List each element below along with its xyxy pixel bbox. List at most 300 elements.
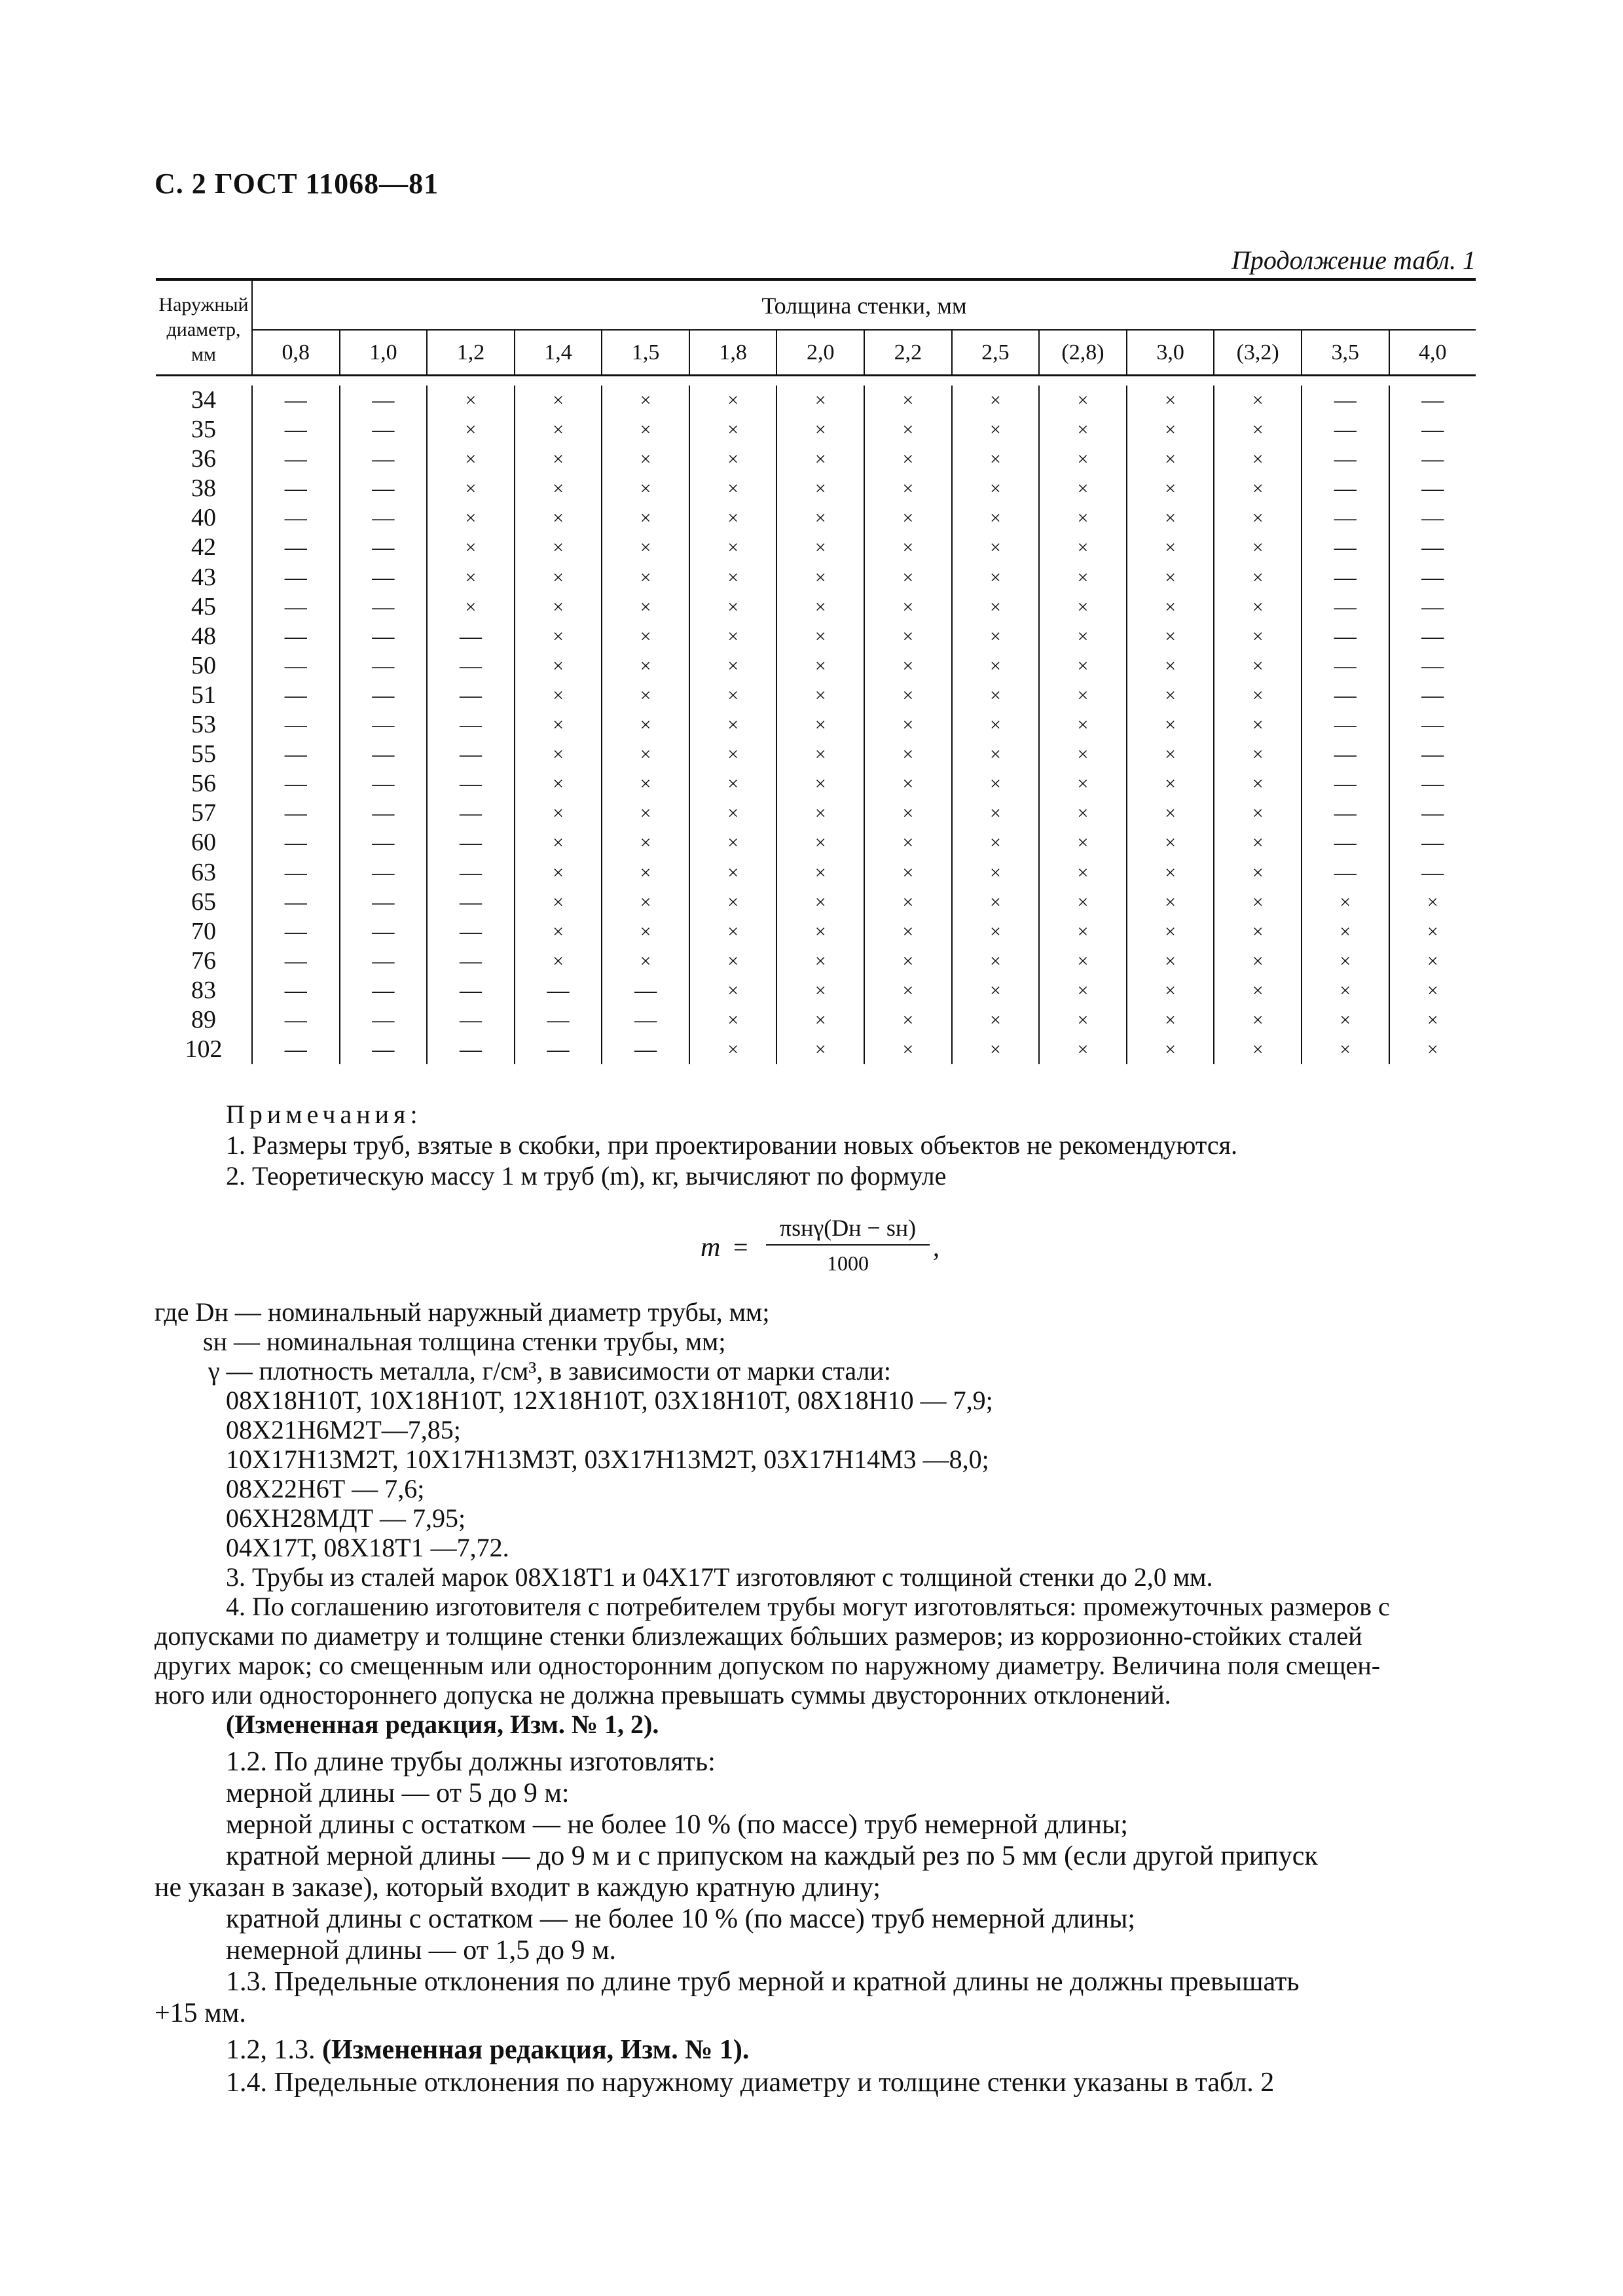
availability-cell: × — [690, 503, 778, 533]
table-row — [156, 386, 1476, 415]
row-cells — [253, 798, 1476, 828]
availability-cell: × — [690, 444, 778, 474]
availability-cell: × — [865, 740, 953, 769]
availability-cell: × — [1214, 503, 1302, 533]
revision-note: (Измененная редакция, Изм. № 1, 2). — [226, 1710, 659, 1739]
diameter-cell: 35 — [156, 415, 253, 444]
availability-cell: × — [953, 769, 1040, 798]
where-dn: где Dн — номинальный наружный диаметр трубы, мм; — [155, 1297, 770, 1327]
section-1-3-cont: +15 мм. — [155, 1998, 246, 2028]
availability-cell: — — [1421, 772, 1444, 797]
availability-cell: × — [515, 415, 603, 444]
availability-cell: × — [1302, 888, 1390, 917]
availability-cell: × — [1127, 976, 1215, 1005]
availability-cell: × — [777, 444, 865, 474]
diameter-cell: 83 — [156, 976, 253, 1005]
availability-cell: — — [253, 622, 340, 651]
availability-cell: — — [253, 651, 340, 681]
availability-cell: — — [1302, 474, 1390, 503]
availability-cell: — — [1302, 563, 1390, 592]
availability-cell: × — [777, 474, 865, 503]
availability-cell: × — [1214, 651, 1302, 681]
availability-cell: × — [865, 592, 953, 622]
availability-cell: × — [1040, 740, 1127, 769]
availability-cell: — — [1421, 860, 1444, 885]
availability-cell: × — [1214, 858, 1302, 888]
availability-cell: × — [1214, 888, 1302, 917]
availability-cell: × — [1127, 563, 1215, 592]
availability-cell: — — [253, 740, 340, 769]
steel-grade-line: 10Х17Н13М2Т, 10Х17Н13М3Т, 03Х17Н13М2Т, 03Х17Н14М3 —8,0; — [226, 1444, 989, 1474]
availability-cell: × — [690, 533, 778, 562]
availability-cell: — — [253, 415, 340, 444]
availability-cell: × — [777, 976, 865, 1005]
availability-cell: × — [515, 533, 603, 562]
thickness-title: Толщина стенки, мм — [253, 281, 1476, 331]
availability-cell: × — [1214, 740, 1302, 769]
availability-cell: × — [428, 444, 515, 474]
availability-cell: × — [515, 503, 603, 533]
availability-cell: × — [690, 651, 778, 681]
availability-cell: × — [953, 533, 1040, 562]
availability-cell: — — [428, 651, 515, 681]
availability-cell: × — [428, 533, 515, 562]
table-row — [156, 533, 1476, 562]
availability-cell: × — [515, 622, 603, 651]
availability-cell: — — [253, 503, 340, 533]
availability-cell: × — [1127, 681, 1215, 710]
diameter-cell: 89 — [156, 1005, 253, 1035]
availability-cell: — — [1421, 476, 1444, 501]
availability-cell: — — [340, 651, 428, 681]
availability-cell: × — [1302, 946, 1390, 976]
availability-cell: × — [602, 651, 690, 681]
table-row — [156, 622, 1476, 651]
availability-cell: × — [865, 651, 953, 681]
availability-cell: × — [1127, 858, 1215, 888]
availability-cell: — — [340, 622, 428, 651]
availability-cell: × — [865, 917, 953, 946]
diameter-header-line: Наружный — [158, 294, 249, 315]
formula-equals: = — [733, 1232, 748, 1262]
availability-cell: × — [515, 828, 603, 857]
availability-cell: × — [515, 563, 603, 592]
availability-cell: — — [340, 681, 428, 710]
row-cells — [253, 386, 1476, 415]
availability-cell: × — [690, 946, 778, 976]
availability-cell: — — [1302, 769, 1390, 798]
availability-cell: × — [690, 592, 778, 622]
availability-cell: — — [340, 888, 428, 917]
row-cells — [253, 474, 1476, 503]
availability-cell: × — [1040, 1035, 1127, 1064]
diameter-cell: 43 — [156, 563, 253, 592]
availability-cell: × — [428, 563, 515, 592]
availability-cell: × — [777, 503, 865, 533]
table-continuation-label: Продолжение табл. 1 — [1231, 245, 1476, 275]
availability-cell: × — [1302, 1005, 1390, 1035]
notes-title: Примечания: — [226, 1100, 422, 1129]
availability-cell: × — [515, 444, 603, 474]
availability-cell: — — [253, 798, 340, 828]
formula-numerator: πsнγ(Dн − sн) — [779, 1215, 917, 1241]
table-row — [156, 474, 1476, 503]
availability-cell: × — [602, 444, 690, 474]
availability-cell: — — [1302, 710, 1390, 740]
availability-cell: × — [515, 681, 603, 710]
availability-cell: × — [1040, 710, 1127, 740]
availability-cell: — — [1302, 622, 1390, 651]
table-row — [156, 946, 1476, 976]
availability-cell: × — [865, 503, 953, 533]
availability-cell: — — [1302, 386, 1390, 415]
availability-cell: — — [340, 563, 428, 592]
row-cells — [253, 946, 1476, 976]
availability-cell: — — [340, 1005, 428, 1035]
availability-cell: — — [428, 622, 515, 651]
availability-cell: × — [777, 681, 865, 710]
availability-cell: × — [953, 740, 1040, 769]
availability-cell: — — [1421, 506, 1444, 531]
availability-cell: × — [1040, 444, 1127, 474]
length-item: немерной длины — от 1,5 до 9 м. — [226, 1935, 617, 1965]
availability-cell: — — [602, 976, 690, 1005]
availability-cell: × — [865, 946, 953, 976]
row-cells — [253, 651, 1476, 681]
availability-cell: — — [428, 888, 515, 917]
availability-cell: — — [340, 444, 428, 474]
availability-cell: — — [1421, 388, 1444, 412]
availability-cell: × — [602, 888, 690, 917]
thickness-columns — [253, 331, 1476, 374]
availability-cell: — — [1421, 594, 1444, 619]
diameter-cell: 48 — [156, 622, 253, 651]
diameter-cell: 65 — [156, 888, 253, 917]
thickness-col-header: 3,0 — [1127, 331, 1215, 374]
availability-cell: × — [1214, 681, 1302, 710]
availability-cell: × — [865, 474, 953, 503]
availability-cell: — — [340, 946, 428, 976]
availability-cell: × — [953, 474, 1040, 503]
availability-cell: × — [602, 681, 690, 710]
thickness-col-header: 1,0 — [340, 331, 428, 374]
availability-cell: — — [1302, 533, 1390, 562]
availability-cell: × — [777, 710, 865, 740]
availability-cell: × — [602, 828, 690, 857]
availability-cell: × — [1040, 769, 1127, 798]
availability-cell: × — [690, 1005, 778, 1035]
availability-cell: — — [428, 976, 515, 1005]
availability-cell: × — [1127, 533, 1215, 562]
availability-cell: × — [953, 976, 1040, 1005]
availability-cell: — — [602, 1005, 690, 1035]
revision-prefix: 1.2, 1.3. — [226, 2035, 316, 2065]
availability-cell: × — [602, 533, 690, 562]
availability-cell: × — [1040, 415, 1127, 444]
availability-cell: — — [340, 740, 428, 769]
availability-cell: — — [253, 1035, 340, 1064]
formula-fraction-bar — [766, 1244, 930, 1246]
table-row — [156, 976, 1476, 1005]
section-1-4: 1.4. Предельные отклонения по наружному диаметру и толщине стенки указаны в табл. 2 — [226, 2068, 1275, 2098]
availability-cell: × — [953, 444, 1040, 474]
table-row — [156, 444, 1476, 474]
availability-cell: — — [253, 946, 340, 976]
availability-cell: × — [1214, 386, 1302, 415]
availability-cell: — — [253, 1005, 340, 1035]
diameter-cell: 34 — [156, 386, 253, 415]
availability-cell: — — [253, 828, 340, 857]
availability-cell: × — [1040, 563, 1127, 592]
table-row — [156, 888, 1476, 917]
availability-cell: — — [340, 592, 428, 622]
availability-cell: × — [428, 386, 515, 415]
availability-cell: — — [1302, 858, 1390, 888]
availability-cell: — — [340, 828, 428, 857]
availability-cell: × — [953, 946, 1040, 976]
availability-cell: — — [428, 798, 515, 828]
availability-cell: × — [777, 622, 865, 651]
availability-cell: × — [1214, 710, 1302, 740]
row-cells — [253, 533, 1476, 562]
availability-cell: × — [690, 888, 778, 917]
length-item: мерной длины — от 5 до 9 м: — [226, 1778, 570, 1808]
availability-cell: — — [253, 681, 340, 710]
note-4-line: других марок; со смещенным или односторонним допуском по наружному диаметру. Величина поля смещен- — [155, 1651, 1381, 1680]
availability-cell: × — [428, 474, 515, 503]
availability-cell: × — [602, 740, 690, 769]
availability-cell: — — [1421, 713, 1444, 738]
availability-cell: × — [1127, 1005, 1215, 1035]
availability-cell: — — [428, 946, 515, 976]
availability-cell: × — [690, 386, 778, 415]
availability-cell: — — [253, 444, 340, 474]
availability-cell: × — [690, 474, 778, 503]
diameter-cell: 57 — [156, 798, 253, 828]
diameter-cell: 53 — [156, 710, 253, 740]
diameter-cell: 56 — [156, 769, 253, 798]
availability-cell: × — [690, 769, 778, 798]
availability-cell: × — [865, 1005, 953, 1035]
availability-cell: × — [1427, 1039, 1438, 1061]
row-cells — [253, 1005, 1476, 1035]
availability-cell: × — [953, 386, 1040, 415]
steel-grade-line: 04Х17Т, 08Х18Т1 —7,72. — [226, 1533, 509, 1562]
availability-cell: × — [865, 563, 953, 592]
availability-cell: × — [953, 798, 1040, 828]
row-cells — [253, 622, 1476, 651]
availability-cell: — — [1302, 415, 1390, 444]
availability-cell: — — [1421, 418, 1444, 442]
availability-cell: × — [1127, 622, 1215, 651]
formula-denominator: 1000 — [827, 1251, 869, 1275]
row-cells — [253, 415, 1476, 444]
length-item: мерной длины с остатком — не более 10 % (по массе) труб немерной длины; — [226, 1810, 1128, 1840]
table-row — [156, 651, 1476, 681]
availability-cell: × — [953, 1005, 1040, 1035]
row-cells — [253, 917, 1476, 946]
availability-cell: × — [953, 710, 1040, 740]
availability-cell: — — [1302, 740, 1390, 769]
availability-cell: × — [1040, 681, 1127, 710]
availability-cell: × — [953, 415, 1040, 444]
row-cells — [253, 681, 1476, 710]
row-cells — [253, 444, 1476, 474]
formula-lhs: m — [701, 1232, 721, 1263]
availability-cell: — — [428, 917, 515, 946]
availability-cell: × — [953, 828, 1040, 857]
availability-cell: × — [1040, 533, 1127, 562]
availability-cell: × — [690, 917, 778, 946]
availability-cell: — — [1421, 653, 1444, 678]
availability-cell: × — [690, 828, 778, 857]
availability-cell: × — [1214, 769, 1302, 798]
row-cells — [253, 1035, 1476, 1064]
availability-cell: — — [515, 1035, 603, 1064]
availability-cell: × — [690, 858, 778, 888]
availability-cell: × — [1127, 592, 1215, 622]
table-row — [156, 740, 1476, 769]
availability-cell: × — [1040, 976, 1127, 1005]
availability-cell: × — [1040, 946, 1127, 976]
row-cells — [253, 592, 1476, 622]
availability-cell: × — [1127, 503, 1215, 533]
availability-cell: × — [953, 592, 1040, 622]
availability-cell: × — [953, 503, 1040, 533]
formula-comma: , — [933, 1232, 939, 1262]
note-4-line: 4. По соглашению изготовителя с потребителем трубы могут изготовляться: промежуточных размеров с — [226, 1592, 1390, 1621]
availability-cell: — — [340, 710, 428, 740]
diameter-cell: 55 — [156, 740, 253, 769]
diameter-cell: 51 — [156, 681, 253, 710]
diameter-cell: 50 — [156, 651, 253, 681]
availability-cell: × — [602, 592, 690, 622]
availability-cell: × — [865, 1035, 953, 1064]
availability-cell: × — [602, 858, 690, 888]
thickness-col-header: 2,0 — [777, 331, 865, 374]
availability-cell: × — [953, 563, 1040, 592]
availability-cell: × — [1127, 798, 1215, 828]
availability-cell: × — [1040, 1005, 1127, 1035]
availability-cell: × — [1127, 415, 1215, 444]
availability-cell: × — [1302, 976, 1390, 1005]
availability-cell: × — [690, 976, 778, 1005]
section-1-3: 1.3. Предельные отклонения по длине труб мерной и кратной длины не должны превышать — [226, 1967, 1300, 1997]
availability-cell: × — [1214, 946, 1302, 976]
diameter-header-line: диаметр, — [166, 319, 241, 340]
availability-cell: — — [340, 769, 428, 798]
availability-cell: × — [777, 917, 865, 946]
table-row — [156, 828, 1476, 857]
availability-cell: × — [515, 474, 603, 503]
thickness-col-header: 1,5 — [602, 331, 690, 374]
thickness-col-header: 1,2 — [428, 331, 515, 374]
page-header: С. 2 ГОСТ 11068—81 — [155, 168, 439, 200]
availability-cell: × — [777, 740, 865, 769]
thickness-col-header: 1,8 — [690, 331, 778, 374]
availability-cell: — — [253, 474, 340, 503]
table-row — [156, 563, 1476, 592]
availability-cell: — — [1302, 444, 1390, 474]
availability-cell: × — [865, 798, 953, 828]
availability-cell: — — [253, 858, 340, 888]
availability-cell: × — [1127, 828, 1215, 857]
diameter-cell: 36 — [156, 444, 253, 474]
availability-cell: × — [690, 681, 778, 710]
availability-cell: × — [1214, 622, 1302, 651]
note-1: 1. Размеры труб, взятые в скобки, при проектировании новых объектов не рекомендуются. — [226, 1130, 1238, 1160]
table-body — [156, 386, 1476, 1064]
availability-cell: × — [515, 740, 603, 769]
diameter-cell: 102 — [156, 1035, 253, 1064]
row-cells — [253, 563, 1476, 592]
table-row — [156, 798, 1476, 828]
availability-cell: × — [1427, 920, 1438, 942]
availability-cell: × — [515, 946, 603, 976]
availability-cell: × — [1214, 917, 1302, 946]
availability-cell: × — [515, 858, 603, 888]
availability-cell: — — [253, 917, 340, 946]
availability-cell: × — [602, 474, 690, 503]
steel-grade-line: 08Х21Н6М2Т—7,85; — [226, 1415, 461, 1444]
availability-cell: × — [777, 946, 865, 976]
availability-cell: × — [777, 769, 865, 798]
availability-cell: × — [777, 533, 865, 562]
availability-cell: × — [1214, 1035, 1302, 1064]
thickness-col-header: 2,2 — [865, 331, 953, 374]
availability-cell: × — [428, 592, 515, 622]
availability-cell: — — [340, 1035, 428, 1064]
availability-cell: × — [1127, 386, 1215, 415]
availability-cell: × — [1127, 740, 1215, 769]
availability-cell: — — [340, 976, 428, 1005]
availability-cell: — — [340, 474, 428, 503]
availability-cell: — — [340, 798, 428, 828]
availability-cell: — — [253, 976, 340, 1005]
availability-cell: × — [1040, 798, 1127, 828]
revision-bold: (Измененная редакция, Изм. № 1). — [322, 2035, 750, 2065]
availability-cell: × — [953, 681, 1040, 710]
row-cells — [253, 888, 1476, 917]
table-row — [156, 917, 1476, 946]
availability-cell: × — [690, 798, 778, 828]
availability-cell: × — [1214, 1005, 1302, 1035]
thickness-col-header: (3,2) — [1214, 331, 1302, 374]
availability-cell: × — [777, 415, 865, 444]
availability-cell: × — [1214, 828, 1302, 857]
availability-cell: × — [1127, 888, 1215, 917]
availability-cell: — — [340, 415, 428, 444]
table-row — [156, 415, 1476, 444]
availability-cell: — — [1421, 742, 1444, 767]
availability-cell: × — [777, 1005, 865, 1035]
availability-cell: × — [1127, 444, 1215, 474]
availability-cell: × — [515, 769, 603, 798]
availability-cell: × — [865, 828, 953, 857]
availability-cell: × — [777, 563, 865, 592]
thickness-col-header: (2,8) — [1040, 331, 1127, 374]
availability-cell: × — [865, 444, 953, 474]
table-row — [156, 1005, 1476, 1035]
availability-cell: × — [865, 681, 953, 710]
availability-cell: × — [1302, 1035, 1390, 1064]
availability-cell: — — [428, 769, 515, 798]
section-1-2: 1.2. По длине трубы должны изготовлять: — [226, 1747, 716, 1777]
availability-cell: — — [253, 710, 340, 740]
availability-cell: × — [1127, 651, 1215, 681]
thickness-col-header: 0,8 — [253, 331, 340, 374]
availability-cell: — — [428, 681, 515, 710]
